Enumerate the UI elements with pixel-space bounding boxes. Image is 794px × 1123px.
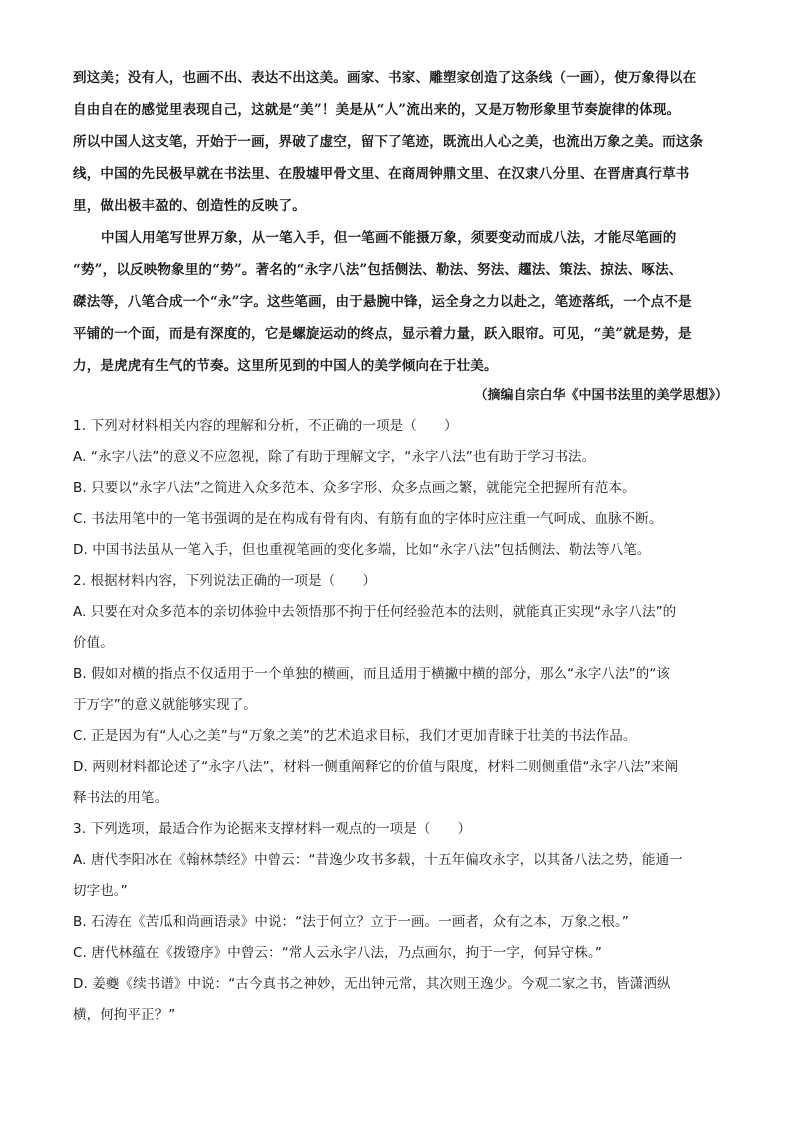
question-3-option-a: A. 唐代李阳冰在《翰林禁经》中曾云：“昔逸少攻书多载，十五年偏攻永字，以其备八法之势，能通一 [73,852,683,868]
question-2-option-a-cont: 价值。 [73,635,114,651]
question-2-option-b: B. 假如对横的指点不仅适用于一个单独的横画，而且适用于横撇中横的部分，那么“永字八法”的“该 [73,666,671,682]
question-3-stem: 3. 下列选项，最适合作为论据来支撑材料一观点的一项是（ ） [73,821,472,837]
question-1-option-d: D. 中国书法虽从一笔入手，但也重视笔画的变化多端，比如“永字八法”包括侧法、勒法等八笔。 [73,542,651,558]
question-1-option-c: C. 书法用笔中的一笔书强调的是在构成有骨有肉、有筋有血的字体时应注重一气呵成、血脉不断。 [73,511,663,527]
passage-line: 所以中国人这支笔，开始于一画，界破了虚空，留下了笔迹，既流出人心之美，也流出万象之美。而这条 [73,134,704,150]
passage-source: （摘编自宗白华《中国书法里的美学思想》） [474,388,728,403]
question-1-option-b: B. 只要以“永字八法”之简进入众多范本、众多字形、众多点画之繁，就能完全把握所有范本。 [73,480,636,496]
question-2-option-d: D. 两则材料都论述了“永字八法”，材料一侧重阐释它的价值与限度，材料二则侧重借“永字八法”来阐 [73,759,679,775]
passage-line: 到这美；没有人，也画不出、表达不出这美。画家、书家、雕塑家创造了这条线（一画），使万象得以在 [73,70,697,86]
passage-line: 力，是虎虎有生气的节奏。这里所见到的中国人的美学倾向在于壮美。 [73,358,498,374]
question-1-stem: 1. 下列对材料相关内容的理解和分析，不正确的一项是（ ） [73,418,458,434]
question-2-option-b-cont: 于万字”的意义就能够实现了。 [73,697,257,713]
question-3-option-d: D. 姜夔《续书谱》中说：“古今真书之神妙，无出钟元常，其次则王逸少。今观二家之书，皆潇洒纵 [73,976,671,992]
passage-line: 自由自在的感觉里表现自己，这就是“美”！美是从“人”流出来的，又是万物形象里节奏旋律的体现。 [73,102,681,118]
question-2-stem: 2. 根据材料内容，下列说法正确的一项是（ ） [73,573,377,589]
question-1-option-a: A. “永字八法”的意义不应忽视，除了有助于理解文字，“永字八法”也有助于学习书法。 [73,449,596,465]
question-2-option-c: C. 正是因为有“人心之美”与“万象之美”的艺术追求目标，我们才更加青睐于壮美的书法作品。 [73,728,637,744]
question-2-option-a: A. 只要在对众多范本的亲切体验中去领悟那不拘于任何经验范本的法则，就能真正实现“永字八法”的 [73,604,677,620]
passage-line: “势”，以反映物象里的“势”。著名的“永字八法”包括侧法、勒法、努法、趯法、策法、掠法、啄法、 [73,262,683,278]
question-3-option-c: C. 唐代林蕴在《拨镫序》中曾云：“常人云永字八法，乃点画尔，拘于一字，何异守株。” [73,945,602,961]
passage-line: 线，中国的先民极早就在书法里、在殷墟甲骨文里、在商周钟鼎文里、在汉隶八分里、在晋唐真行草书 [73,166,690,182]
passage-line: 里，做出极丰盈的、创造性的反映了。 [73,198,306,214]
question-3-option-b: B. 石涛在《苦瓜和尚画语录》中说：“法于何立？立于一画。一画者，众有之本，万象之根。” [73,914,629,930]
question-2-option-d-cont: 释书法的用笔。 [73,790,169,806]
passage-line: 平铺的一个面，而是有深度的，它是螺旋运动的终点，显示着力量，跃入眼帘。可见，“美”就是势，是 [73,326,692,342]
question-3-option-a-cont: 切字也。” [73,883,128,899]
passage-line: 中国人用笔写世界万象，从一笔入手，但一笔画不能摄万象，须要变动而成八法，才能尽笔画的 [101,230,677,246]
question-3-option-d-cont: 横，何拘平正？” [73,1007,176,1023]
passage-line: 磔法等，八笔合成一个“永”字。这些笔画，由于悬腕中锋，运全身之力以赴之，笔迹落纸，一个点不是 [73,294,692,310]
